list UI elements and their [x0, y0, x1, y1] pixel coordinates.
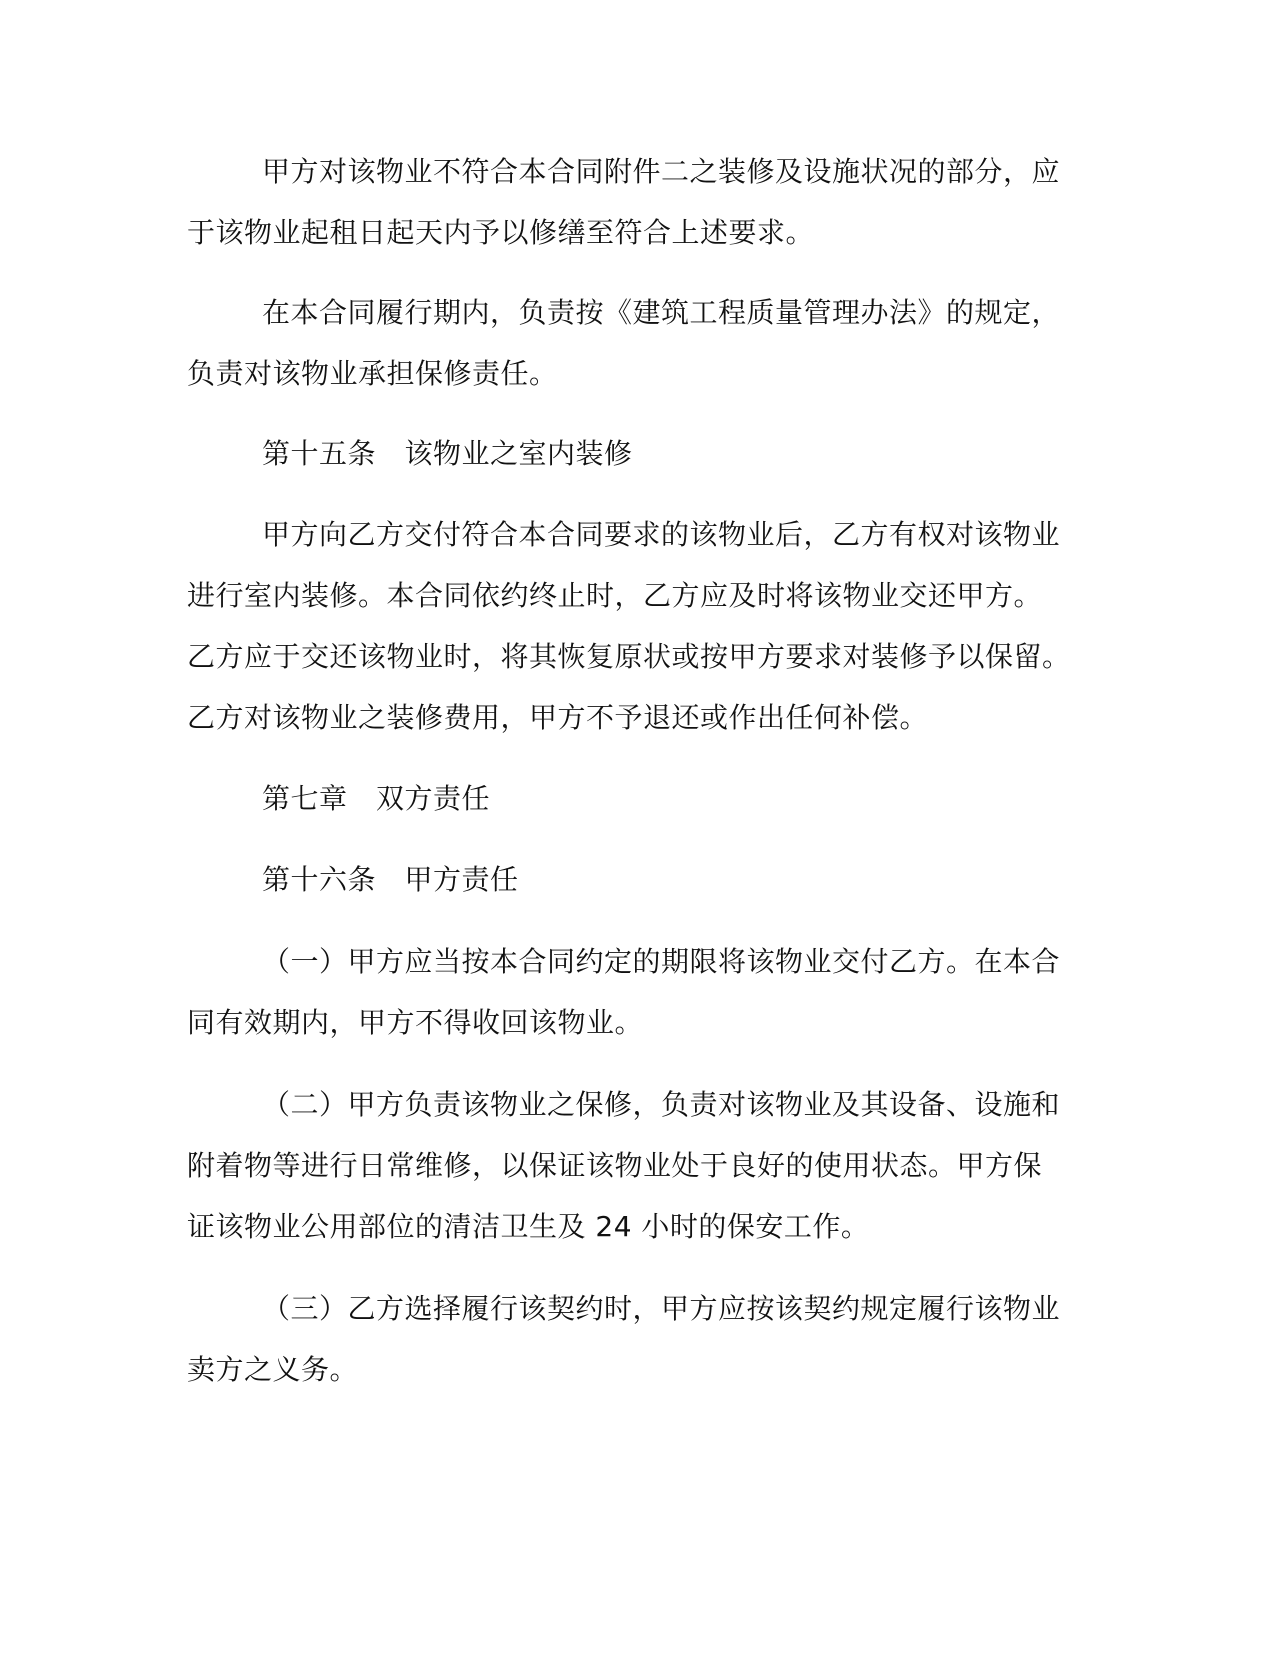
- paragraph-line: 同有效期内，甲方不得收回该物业。: [187, 1006, 644, 1039]
- chapter-heading: 第七章 双方责任: [262, 782, 491, 815]
- paragraph-line: 卖方之义务。: [187, 1353, 359, 1386]
- paragraph-line: 乙方应于交还该物业时，将其恢复原状或按甲方要求对装修予以保留。: [187, 640, 1071, 673]
- paragraph-line: 证该物业公用部位的清洁卫生及 24 小时的保安工作。: [187, 1210, 870, 1243]
- paragraph-line: 甲方向乙方交付符合本合同要求的该物业后，乙方有权对该物业: [262, 518, 1061, 551]
- paragraph-line: 于该物业起租日起天内予以修缮至符合上述要求。: [187, 216, 815, 249]
- paragraph-line: 乙方对该物业之装修费用，甲方不予退还或作出任何补偿。: [187, 701, 929, 734]
- paragraph-line: 进行室内装修。本合同依约终止时，乙方应及时将该物业交还甲方。: [187, 579, 1043, 612]
- paragraph-line: 附着物等进行日常维修，以保证该物业处于良好的使用状态。甲方保: [187, 1149, 1043, 1182]
- section-heading: 第十六条 甲方责任: [262, 863, 519, 896]
- section-heading: 第十五条 该物业之室内装修: [262, 437, 633, 470]
- paragraph-line: （一）甲方应当按本合同约定的期限将该物业交付乙方。在本合: [262, 945, 1061, 978]
- paragraph-line: 在本合同履行期内，负责按《建筑工程质量管理办法》的规定，: [262, 296, 1061, 329]
- paragraph-line: 甲方对该物业不符合本合同附件二之装修及设施状况的部分，应: [262, 155, 1061, 188]
- paragraph-line: （二）甲方负责该物业之保修，负责对该物业及其设备、设施和: [262, 1088, 1061, 1121]
- paragraph-line: （三）乙方选择履行该契约时，甲方应按该契约规定履行该物业: [262, 1292, 1061, 1325]
- paragraph-line: 负责对该物业承担保修责任。: [187, 357, 558, 390]
